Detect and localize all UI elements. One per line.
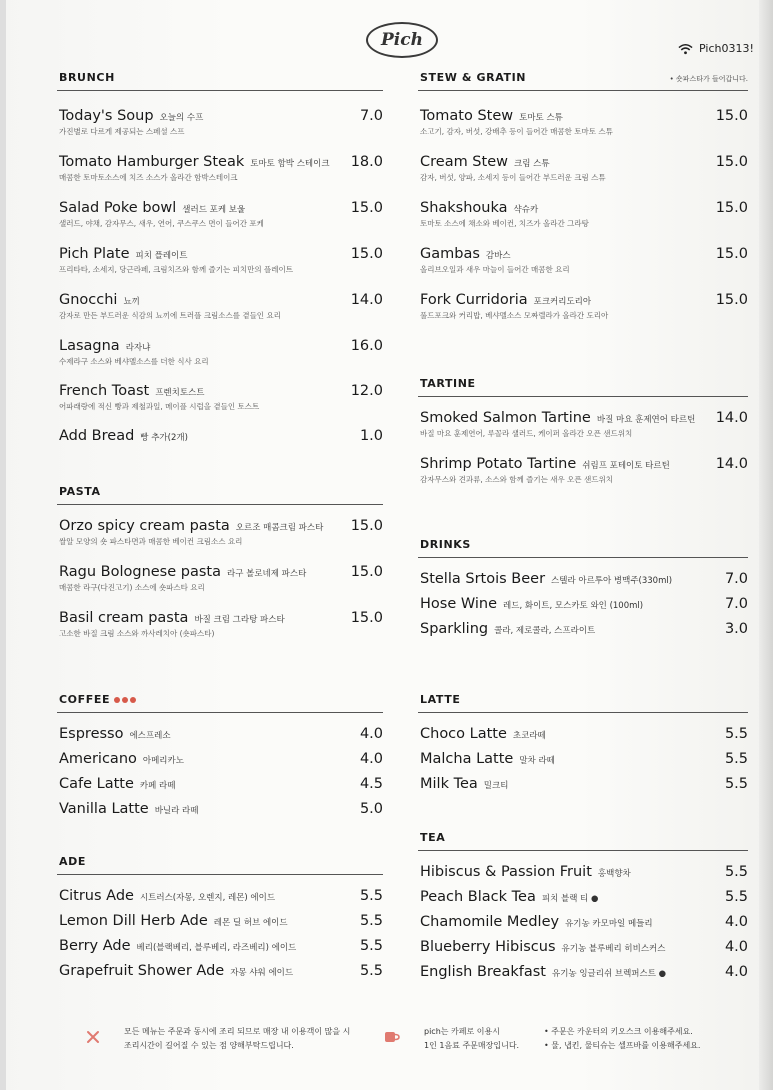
menu-item-price: 4.0 xyxy=(724,964,748,980)
wifi-password: Pich0313! xyxy=(699,42,754,55)
menu-item-name: Cafe Latte xyxy=(59,776,134,792)
menu-item xyxy=(59,200,383,229)
section-title-text: STEW & GRATIN xyxy=(420,71,527,84)
menu-item-price: 5.5 xyxy=(724,751,748,767)
menu-item-line xyxy=(59,963,383,979)
menu-item-price: 15.0 xyxy=(350,610,383,626)
section-header xyxy=(57,852,383,875)
menu-item-korean-name: 콜라, 제로콜라, 스프라이트 xyxy=(494,626,596,636)
menu-item-price: 18.0 xyxy=(350,154,383,170)
menu-item-korean-name: 바닐라 라떼 xyxy=(154,806,199,816)
menu-item-line xyxy=(59,564,383,580)
menu-item-description: 어파래랑에 적신 빵과 제철과일, 메이플 시럽을 곁들인 토스트 xyxy=(59,402,260,411)
menu-item-korean-name: 피치 블랙 티 ● xyxy=(541,894,599,904)
logo-text: Pich xyxy=(381,30,423,50)
wifi-icon xyxy=(678,43,693,55)
menu-item-description: 샐러드, 야채, 감자무스, 새우, 연어, 쿠스쿠스 면이 들어간 포케 xyxy=(59,219,264,228)
menu-item xyxy=(59,383,383,412)
menu-item-line xyxy=(59,428,383,444)
footer-note-kiosk: • 주문은 카운터의 키오스크 이용해주세요. xyxy=(544,1027,693,1036)
section-title xyxy=(59,485,101,498)
utensils-icon xyxy=(86,1030,100,1044)
menu-item xyxy=(59,888,383,904)
footer-note-order-line2: 1인 1음료 주문매장입니다. xyxy=(424,1041,520,1050)
menu-item xyxy=(420,776,748,792)
menu-item xyxy=(420,939,748,955)
menu-item xyxy=(59,610,383,639)
menu-item-price: 4.0 xyxy=(359,726,383,742)
menu-item-price: 14.0 xyxy=(350,292,383,308)
menu-item-line xyxy=(59,801,383,817)
section-header xyxy=(57,690,383,713)
menu-item-price: 7.0 xyxy=(724,596,748,612)
menu-item-price: 4.5 xyxy=(359,776,383,792)
section-title-text: COFFEE xyxy=(59,693,111,706)
menu-item-price: 5.5 xyxy=(359,913,383,929)
section-title-text: ADE xyxy=(59,855,86,868)
menu-item-line xyxy=(420,914,748,930)
menu-item xyxy=(59,938,383,954)
menu-item-name: Orzo spicy cream pasta xyxy=(59,518,230,534)
dot-icon xyxy=(114,697,120,703)
menu-item-name: Citrus Ade xyxy=(59,888,134,904)
section-tea xyxy=(418,828,748,980)
page-edge-right xyxy=(759,0,773,1090)
section-note: • 숏파스타가 들어갑니다. xyxy=(669,75,748,83)
menu-item-name: Add Bread xyxy=(59,428,135,444)
section-title-text: DRINKS xyxy=(420,538,471,551)
menu-item xyxy=(59,154,383,183)
section-title xyxy=(420,538,471,551)
menu-item-name: Ragu Bolognese pasta xyxy=(59,564,221,580)
menu-item-name: Hibiscus & Passion Fruit xyxy=(420,864,592,880)
decorative-dots xyxy=(114,697,136,703)
menu-item-price: 15.0 xyxy=(715,200,748,216)
menu-item xyxy=(59,246,383,275)
menu-item-line xyxy=(420,964,748,980)
menu-item xyxy=(420,200,748,229)
menu-item-name: Gambas xyxy=(420,246,480,262)
menu-item-name: Milk Tea xyxy=(420,776,478,792)
menu-item-korean-name: 말차 라떼 xyxy=(519,756,555,766)
section-header xyxy=(418,68,748,91)
menu-item-korean-name: 베리(블랙베리, 블루베리, 라즈베리) 에이드 xyxy=(136,943,297,953)
menu-item-korean-name: 라구 볼로네제 파스타 xyxy=(226,569,307,579)
menu-item xyxy=(420,914,748,930)
menu-item-korean-name: 오늘의 수프 xyxy=(159,113,204,123)
menu-item-korean-name: 샥슈카 xyxy=(513,205,539,215)
menu-item xyxy=(420,456,748,485)
footer-note-cooking-line2: 조리시간이 길어질 수 있는 점 양해부탁드립니다. xyxy=(124,1041,294,1050)
menu-item-name: Hose Wine xyxy=(420,596,498,612)
menu-item-line xyxy=(420,621,748,637)
menu-item-korean-name: 레드, 화이트, 모스카토 와인 (100ml) xyxy=(503,601,644,611)
footer-note-selfservice xyxy=(544,1025,700,1053)
menu-item-name: Smoked Salmon Tartine xyxy=(420,410,591,426)
menu-item-line xyxy=(420,246,748,262)
section-header xyxy=(418,535,748,558)
menu-item-korean-name: 쉬림프 포테이토 타르틴 xyxy=(582,461,670,471)
menu-item-korean-name: 자몽 샤워 에이드 xyxy=(230,968,294,978)
menu-item-line xyxy=(59,292,383,308)
menu-item-name: Vanilla Latte xyxy=(59,801,149,817)
menu-item xyxy=(420,292,748,321)
section-ade xyxy=(57,852,383,979)
menu-item xyxy=(59,108,383,137)
menu-item-price: 7.0 xyxy=(724,571,748,587)
section-title xyxy=(420,71,526,84)
section-title xyxy=(420,831,445,844)
menu-item-price: 7.0 xyxy=(359,108,383,124)
menu-item-line xyxy=(420,596,748,612)
menu-item-price: 5.5 xyxy=(359,938,383,954)
menu-item-name: Fork Curridoria xyxy=(420,292,528,308)
menu-item-price: 4.0 xyxy=(359,751,383,767)
menu-item-korean-name: 초코라떼 xyxy=(512,731,546,741)
menu-item-korean-name: 시트러스(자몽, 오렌지, 레몬) 에이드 xyxy=(139,893,276,903)
menu-item-description: 풀드포크와 커리밥, 베샤멜소스 모짜렐라가 올라간 도리아 xyxy=(420,311,609,320)
section-header xyxy=(418,374,748,397)
section-latte xyxy=(418,690,748,792)
menu-item-korean-name: 프렌치토스트 xyxy=(155,388,205,398)
menu-item-description: 프리타타, 소세지, 당근라페, 크림치즈와 함께 즐기는 피치만의 플레이트 xyxy=(59,265,293,274)
cup-icon xyxy=(384,1030,400,1044)
section-tartine xyxy=(418,374,748,484)
menu-item-korean-name: 유기농 블루베리 히비스커스 xyxy=(561,944,666,954)
menu-item-name: Choco Latte xyxy=(420,726,507,742)
menu-item-line xyxy=(59,913,383,929)
menu-item-price: 15.0 xyxy=(715,154,748,170)
menu-item-price: 5.5 xyxy=(724,726,748,742)
menu-item-name: Shrimp Potato Tartine xyxy=(420,456,577,472)
dot-icon xyxy=(130,697,136,703)
menu-item-line xyxy=(420,154,748,170)
menu-item-price: 5.5 xyxy=(724,776,748,792)
menu-item-line xyxy=(59,108,383,124)
menu-item-price: 5.5 xyxy=(359,888,383,904)
menu-item-korean-name: 감바스 xyxy=(485,251,511,261)
menu-item-line xyxy=(420,889,748,905)
menu-item-line xyxy=(420,751,748,767)
section-title xyxy=(59,855,86,868)
menu-item-description: 가진별로 다르게 제공되는 스페셜 스프 xyxy=(59,127,185,136)
menu-item xyxy=(420,621,748,637)
menu-item-name: Sparkling xyxy=(420,621,489,637)
menu-item-name: Blueberry Hibiscus xyxy=(420,939,556,955)
section-title-text: BRUNCH xyxy=(59,71,115,84)
menu-item-description: 토마토 소스에 채소와 베이컨, 치즈가 올라간 그라탕 xyxy=(420,219,589,228)
menu-item-line xyxy=(59,938,383,954)
menu-item-korean-name: 유기농 잉글리쉬 브렉퍼스트 ● xyxy=(552,969,667,979)
section-title-text: PASTA xyxy=(59,485,101,498)
menu-item-korean-name: 라자냐 xyxy=(125,343,151,353)
menu-item-price: 15.0 xyxy=(715,108,748,124)
menu-item-price: 12.0 xyxy=(350,383,383,399)
menu-item xyxy=(420,751,748,767)
menu-item-line xyxy=(420,776,748,792)
menu-item-name: Gnocchi xyxy=(59,292,118,308)
menu-item-korean-name: 샐러드 포케 보울 xyxy=(182,205,246,215)
menu-item xyxy=(59,776,383,792)
menu-item-name: Pich Plate xyxy=(59,246,130,262)
menu-item-line xyxy=(420,864,748,880)
menu-item-line xyxy=(59,246,383,262)
menu-item xyxy=(420,571,748,587)
menu-item-price: 5.5 xyxy=(724,864,748,880)
menu-item-name: Shakshouka xyxy=(420,200,508,216)
menu-item-line xyxy=(420,108,748,124)
menu-item xyxy=(420,596,748,612)
section-title xyxy=(420,693,460,706)
menu-item-price: 4.0 xyxy=(724,914,748,930)
section-brunch xyxy=(57,68,383,444)
menu-item-price: 15.0 xyxy=(715,292,748,308)
menu-item-line xyxy=(420,571,748,587)
menu-item-korean-name: 홍백향차 xyxy=(597,869,631,879)
menu-item-price: 14.0 xyxy=(715,410,748,426)
menu-item-description: 올리브오일과 새우 마늘이 들어간 매콤한 요리 xyxy=(420,265,570,274)
menu-item xyxy=(420,246,748,275)
menu-item-description: 감자로 만든 부드러운 식감의 뇨끼에 트러플 크림소스를 곁들인 요리 xyxy=(59,311,281,320)
section-pasta xyxy=(57,482,383,638)
menu-item-description: 매콤한 토마토소스에 치즈 소스가 올라간 함박스테이크 xyxy=(59,173,238,182)
menu-item xyxy=(59,963,383,979)
menu-item-line xyxy=(420,939,748,955)
menu-item-line xyxy=(59,383,383,399)
section-header xyxy=(57,482,383,505)
menu-item-name: Cream Stew xyxy=(420,154,508,170)
section-title-text: TEA xyxy=(420,831,446,844)
menu-item-line xyxy=(420,200,748,216)
menu-item-name: Basil cream pasta xyxy=(59,610,189,626)
menu-item xyxy=(59,338,383,367)
menu-item-line xyxy=(420,410,748,426)
menu-item-price: 3.0 xyxy=(724,621,748,637)
menu-item xyxy=(59,726,383,742)
menu-item-line xyxy=(59,518,383,534)
menu-item-korean-name: 바질 마요 훈제연어 타르틴 xyxy=(596,415,696,425)
menu-item-name: Berry Ade xyxy=(59,938,131,954)
menu-item xyxy=(420,108,748,137)
menu-item-name: Chamomile Medley xyxy=(420,914,560,930)
menu-item-line xyxy=(59,200,383,216)
menu-item-korean-name: 빵 추가(2개) xyxy=(140,433,188,443)
footer-note-selfbar: • 물, 냅킨, 물티슈는 셀프바를 이용해주세요. xyxy=(544,1041,701,1050)
menu-item-description: 매콤한 라구(다진고기) 소스에 숏파스타 요리 xyxy=(59,583,205,592)
menu-item-name: Lasagna xyxy=(59,338,120,354)
menu-item-line xyxy=(59,610,383,626)
menu-item xyxy=(59,913,383,929)
menu-item-price: 14.0 xyxy=(715,456,748,472)
menu-item-line xyxy=(59,338,383,354)
menu-item xyxy=(420,154,748,183)
wifi-info xyxy=(678,42,754,55)
menu-item-name: Espresso xyxy=(59,726,124,742)
section-stew xyxy=(418,68,748,320)
menu-item-korean-name: 피치 플레이트 xyxy=(135,251,188,261)
menu-item-korean-name: 아메리카노 xyxy=(142,756,184,766)
menu-item-name: Tomato Hamburger Steak xyxy=(59,154,245,170)
section-title-text: LATTE xyxy=(420,693,461,706)
menu-item-korean-name: 에스프레소 xyxy=(129,731,171,741)
menu-item xyxy=(59,292,383,321)
footer-note-order xyxy=(424,1025,519,1053)
menu-item xyxy=(59,751,383,767)
menu-item-name: Peach Black Tea xyxy=(420,889,536,905)
menu-item-korean-name: 유기농 카모마일 메들리 xyxy=(565,919,653,929)
menu-item-korean-name: 토마토 함박 스테이크 xyxy=(250,159,330,169)
menu-item xyxy=(59,801,383,817)
section-title xyxy=(59,71,115,84)
menu-item-description: 감자무스와 견과류, 소스와 함께 즐기는 새우 오픈 샌드위치 xyxy=(420,475,613,484)
menu-item-korean-name: 밀크티 xyxy=(483,781,509,791)
menu-item-price: 15.0 xyxy=(350,564,383,580)
menu-item-korean-name: 오르조 매콤크림 파스타 xyxy=(235,523,324,533)
menu-item-korean-name: 뇨끼 xyxy=(123,297,140,307)
section-header xyxy=(418,828,748,851)
menu-item xyxy=(420,964,748,980)
menu-item-line xyxy=(59,154,383,170)
section-title xyxy=(59,693,136,706)
menu-item-price: 1.0 xyxy=(359,428,383,444)
section-header xyxy=(57,68,383,91)
section-title xyxy=(420,377,476,390)
menu-item-price: 15.0 xyxy=(350,518,383,534)
dot-icon xyxy=(122,697,128,703)
menu-item-description: 수제라구 소스와 베샤멜소스를 더한 식사 요리 xyxy=(59,357,209,366)
menu-item-korean-name: 포크커리도리아 xyxy=(533,297,592,307)
menu-item-line xyxy=(59,726,383,742)
menu-item-description: 감자, 버섯, 양파, 소세지 등이 들어간 부드러운 크림 스튜 xyxy=(420,173,606,182)
section-coffee xyxy=(57,690,383,817)
menu-item-korean-name: 크림 스튜 xyxy=(513,159,550,169)
menu-item-korean-name: 토마토 스튜 xyxy=(519,113,563,123)
menu-item-description: 쌀알 모양의 숏 파스타면과 매콤한 베이컨 크림소스 요리 xyxy=(59,537,243,546)
section-drinks xyxy=(418,535,748,637)
menu-item xyxy=(420,410,748,439)
section-title-text: TARTINE xyxy=(420,377,476,390)
menu-item-description: 소고기, 감자, 버섯, 강배추 등이 들어간 매콤한 토마토 스튜 xyxy=(420,127,613,136)
menu-item-price: 16.0 xyxy=(350,338,383,354)
menu-item-name: Today's Soup xyxy=(59,108,154,124)
menu-item-name: Americano xyxy=(59,751,137,767)
menu-item-name: Tomato Stew xyxy=(420,108,514,124)
menu-item-name: Stella Srtois Beer xyxy=(420,571,546,587)
menu-item-description: 바질 마요 훈제연어, 루꼴라 샐러드, 케이퍼 올라간 오픈 샌드위치 xyxy=(420,429,633,438)
menu-item-price: 4.0 xyxy=(724,939,748,955)
menu-item-name: Salad Poke bowl xyxy=(59,200,177,216)
menu-item xyxy=(420,864,748,880)
menu-item-korean-name: 레몬 딜 허브 에이드 xyxy=(213,918,288,928)
section-header xyxy=(418,690,748,713)
menu-item xyxy=(420,726,748,742)
menu-item-line xyxy=(420,456,748,472)
menu-item-price: 5.5 xyxy=(724,889,748,905)
menu-item-line xyxy=(59,888,383,904)
pich-logo xyxy=(366,22,438,58)
footer-note-order-line1: pich는 카페로 이용시 xyxy=(424,1027,500,1036)
menu-item-name: French Toast xyxy=(59,383,150,399)
menu-item-korean-name: 바질 크림 그라탕 파스타 xyxy=(194,615,285,625)
menu-item-price: 5.0 xyxy=(359,801,383,817)
menu-item-line xyxy=(420,726,748,742)
footer-note-cooking-line1: 모든 메뉴는 주문과 동시에 조리 되므로 매장 내 이용객이 많을 시 xyxy=(124,1027,351,1036)
page-edge-left xyxy=(0,0,6,1090)
menu-item xyxy=(59,428,383,444)
footer-note-cooking xyxy=(124,1025,350,1053)
menu-item xyxy=(420,889,748,905)
menu-item-price: 5.5 xyxy=(359,963,383,979)
menu-item-name: Malcha Latte xyxy=(420,751,514,767)
menu-item-price: 15.0 xyxy=(350,246,383,262)
menu-item-description: 고소한 바질 크림 소스와 까사레치아 (숏파스타) xyxy=(59,629,215,638)
menu-item-name: English Breakfast xyxy=(420,964,546,980)
menu-item-line xyxy=(59,776,383,792)
menu-item-korean-name: 스텔라 아르투아 병맥주(330ml) xyxy=(551,576,673,586)
menu-item xyxy=(59,518,383,547)
menu-item-line xyxy=(420,292,748,308)
menu-item-korean-name: 카페 라떼 xyxy=(139,781,176,791)
menu-item-price: 15.0 xyxy=(715,246,748,262)
menu-item-name: Grapefruit Shower Ade xyxy=(59,963,225,979)
menu-item-name: Lemon Dill Herb Ade xyxy=(59,913,208,929)
menu-item-price: 15.0 xyxy=(350,200,383,216)
menu-item-line xyxy=(59,751,383,767)
menu-item xyxy=(59,564,383,593)
